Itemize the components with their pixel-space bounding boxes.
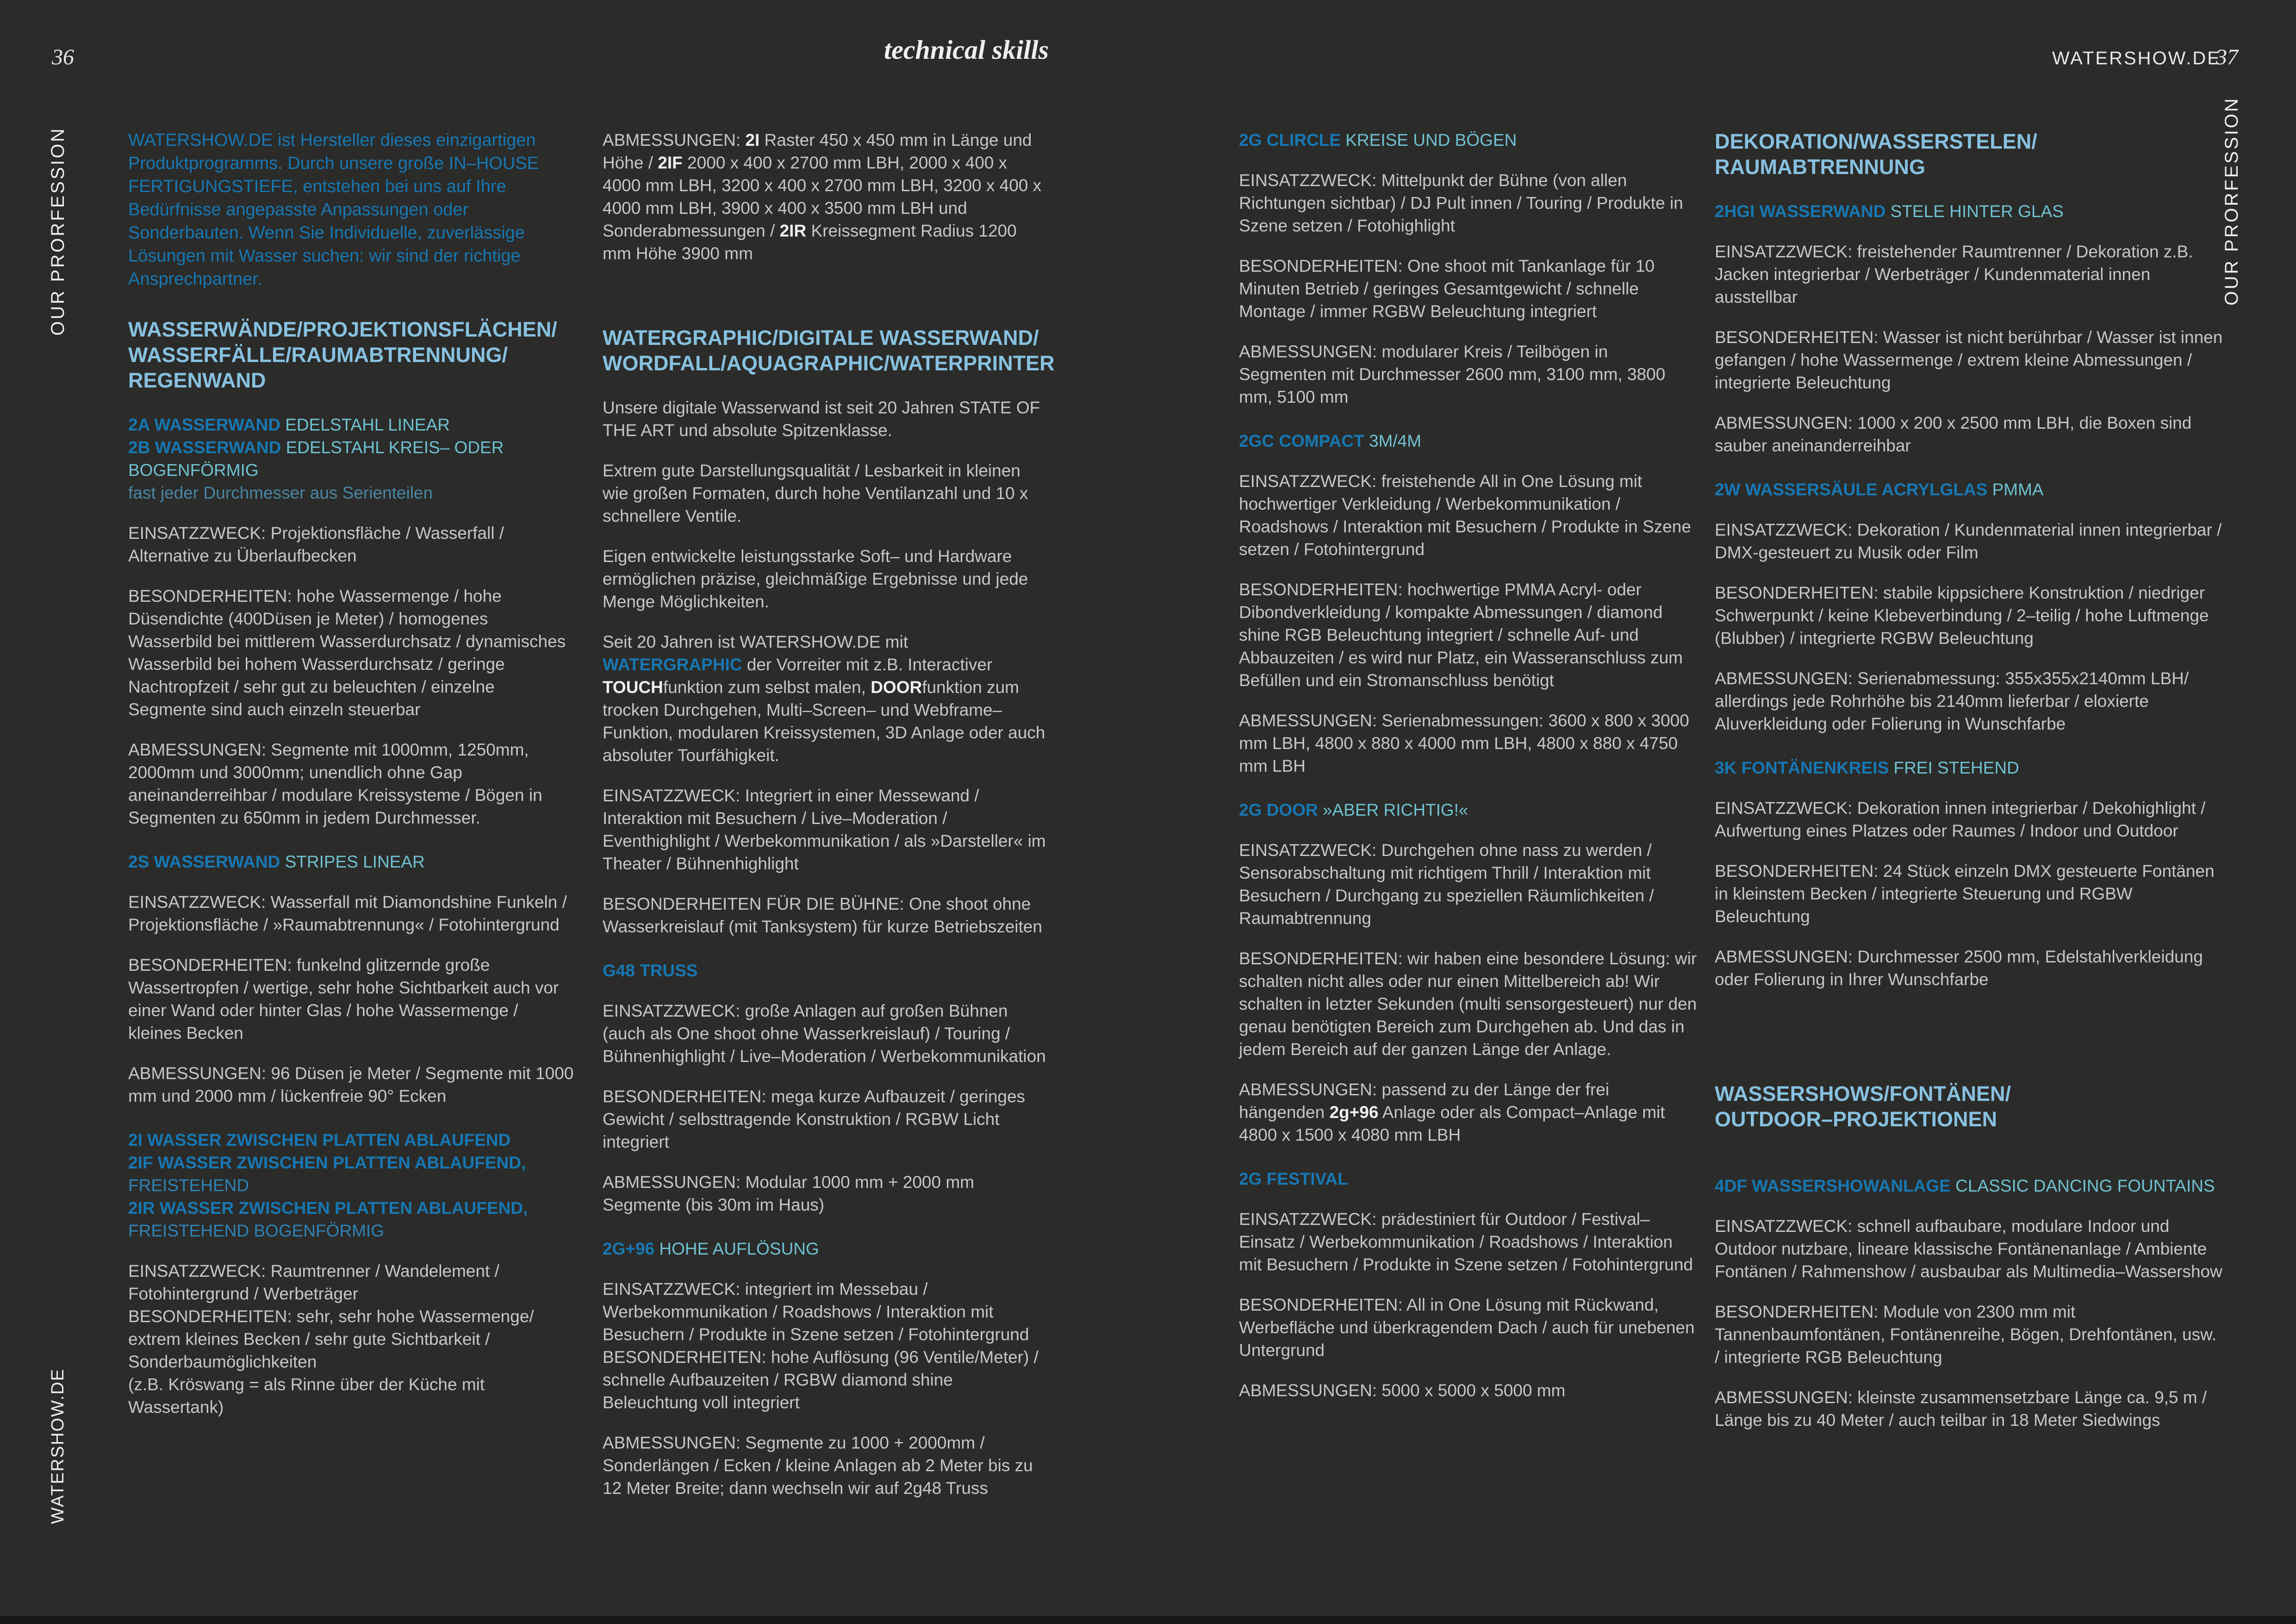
column-2g-serie	[1239, 129, 1697, 1419]
body-paragraph: ABMESSUNGEN: kleinste zusammensetzbare Länge ca. 9,5 m / Länge bis zu 40 Meter / auch teilbar in 18 Meter Siedwings	[1715, 1388, 2207, 1430]
side-label-bottom-left: WATERSHOW.DE	[48, 1368, 68, 1524]
body-paragraph: EINSATZZWECK: große Anlagen auf großen Bühnen (auch als One shoot ohne Wasserkreislauf) / Touring / Bühnenhighlight / Live–Moderation / Werbekommunikation	[603, 1001, 1046, 1066]
body-paragraph: BESONDERHEITEN: Wasser ist nicht berührbar / Wasser ist innen gefangen / hohe Wassermenge / extrem kleine Abmessungen / integrierte Beleuchtung	[1715, 328, 2223, 392]
body-paragraph: ABMESSUNGEN: 5000 x 5000 x 5000 mm	[1239, 1381, 1566, 1400]
body-paragraph: EINSATZZWECK: schnell aufbaubare, modulare Indoor und Outdoor nutzbare, lineare klassische Fontänenanlage / Ambiente Fontänen / Rahmenshow / ausbaubar als Multimedia–Wassershow	[1715, 1217, 2222, 1281]
page-number-left: 36	[52, 45, 74, 69]
body-paragraph: BESONDERHEITEN: hochwertige PMMA Acryl- oder Dibondverkleidung / kompakte Abmessungen / diamond shine RGB Beleuchtung integriert / schnelle Auf- und Abbauzeiten / es wird nur Platz, ein Wasseranschluss zum Befüllen und ein Stromanschluss benötigt	[1239, 580, 1683, 690]
body-paragraph: (z.B. Kröswang = als Rinne über der Küche mit Wassertank)	[128, 1375, 485, 1417]
product-heading-2g96: 2G+96 HOHE AUFLÖSUNG	[603, 1239, 819, 1258]
body-paragraph: EINSATZZWECK: prädestiniert für Outdoor / Festival–Einsatz / Werbekommunikation / Roadshows / Interaktion mit Besuchern / Produkte in Szene setzen / Fotohintergrund	[1239, 1210, 1693, 1274]
body-paragraph: BESONDERHEITEN: mega kurze Aufbauzeit / geringes Gewicht / selbsttragende Konstruktion / RGBW Licht integriert	[603, 1087, 1026, 1151]
body-paragraph: ABMESSUNGEN: Segmente zu 1000 + 2000mm / Sonderlängen / Ecken / kleine Anlagen ab 2 Meter bis zu 12 Meter Breite; dann wechseln wir auf 2g48 Truss	[603, 1433, 1033, 1498]
body-paragraph: EINSATZZWECK: Raumtrenner / Wandelement / Fotohintergrund / Werbeträger	[128, 1262, 499, 1303]
body-paragraph: ABMESSUNGEN: 2I Raster 450 x 450 mm in Länge und Höhe / 2IF 2000 x 400 x 2700 mm LBH, 2000 x 400 x 4000 mm LBH, 3200 x 400 x 2700 mm LBH, 3200 x 400 x 4000 mm LBH, 3900 x 400 x 3500 mm LBH und Sonderabmessungen / 2IR Kreissegment Radius 1200 mm Höhe 3900 mm	[603, 131, 1042, 263]
body-paragraph: EINSATZZWECK: freistehender Raumtrenner / Dekoration z.B. Jacken integrierbar / Werbeträger / Kundenmaterial innen ausstellbar	[1715, 242, 2193, 306]
bottom-print-bar	[0, 1616, 2296, 1624]
body-paragraph: BESONDERHEITEN: hohe Wassermenge / hohe Düsendichte (400Düsen je Meter) / homogenes Wasserbild bei mittlerem Wasserdurchsatz / dynamisches Wasserbild bei hohem Wasserdurchsatz / geringe Nachtropfzeit / sehr gut zu beleuchten / einzelne Segmente sind auch einzeln steuerbar	[128, 587, 566, 719]
body-paragraph: EINSATZZWECK: freistehende All in One Lösung mit hochwertiger Verkleidung / Werbekommunikation / Roadshows / Interaktion mit Besuchern / Produkte in Szene setzen / Fotohintergrund	[1239, 472, 1691, 559]
body-paragraph: ABMESSUNGEN: Serienabmessungen: 3600 x 800 x 3000 mm LBH, 4800 x 880 x 4000 mm LBH, 4800 x 880 x 4750 mm LBH	[1239, 711, 1689, 775]
section-heading-wassershows: WASSERSHOWS/FONTÄNEN/ OUTDOOR–PROJEKTIONEN	[1715, 1082, 2011, 1131]
brand-label: WATERSHOW.DE	[2052, 48, 2221, 69]
product-heading-2w: 2W WASSERSÄULE ACRYLGLAS PMMA	[1715, 480, 2044, 499]
product-heading-2g-door: 2G DOOR »ABER RICHTIG!«	[1239, 800, 1468, 819]
product-heading-2g-clircle: 2G CLIRCLE KREISE UND BÖGEN	[1239, 131, 1517, 150]
body-paragraph: BESONDERHEITEN: One shoot mit Tankanlage für 10 Minuten Betrieb / geringes Gesamtgewicht / schnelle Montage / immer RGBW Beleuchtung integriert	[1239, 256, 1655, 321]
body-paragraph: ABMESSUNGEN: passend zu der Länge der frei hängenden 2g+96 Anlage oder als Compact–Anlage mit 4800 x 1500 x 4080 mm LBH	[1239, 1080, 1665, 1144]
column-watergraphic	[603, 129, 1055, 1517]
body-paragraph: BESONDERHEITEN: 24 Stück einzeln DMX gesteuerte Fontänen in kleinstem Becken / integrierte Steuerung und RGBW Beleuchtung	[1715, 862, 2215, 926]
body-paragraph: Extrem gute Darstellungsqualität / Lesbarkeit in kleinen wie großen Formaten, durch hohe Ventilanzahl und 10 x schnellere Ventile.	[603, 461, 1028, 525]
body-paragraph: ABMESSUNGEN: Modular 1000 mm + 2000 mm Segmente (bis 30m im Haus)	[603, 1173, 974, 1214]
body-paragraph: EINSATZZWECK: Integriert in einer Messewand / Interaktion mit Besuchern / Live–Moderation / Eventhighlight / Werbekommunikation / als »Darsteller« im Theater / Bühnenhighlight	[603, 786, 1046, 873]
product-heading-2hgi: 2HGI WASSERWAND STELE HINTER GLAS	[1715, 202, 2064, 221]
page-number-right: 37	[2216, 45, 2238, 69]
section-heading-watergraphic: WATERGRAPHIC/DIGITALE WASSERWAND/ WORDFALL/AQUAGRAPHIC/WATERPRINTER	[603, 326, 1055, 375]
body-paragraph: Eigen entwickelte leistungsstarke Soft– und Hardware ermöglichen präzise, gleichmäßige Ergebnisse und jede Menge Möglichkeiten.	[603, 547, 1028, 611]
body-paragraph: EINSATZZWECK: Wasserfall mit Diamondshine Funkeln / Projektionsfläche / »Raumabtrennung« / Fotohintergrund	[128, 893, 567, 934]
body-paragraph: ABMESSUNGEN: Durchmesser 2500 mm, Edelstahlverkleidung oder Folierung in Ihrer Wunschfarbe	[1715, 947, 2203, 989]
body-paragraph: EINSATZZWECK: Mittelpunkt der Bühne (von allen Richtungen sichtbar) / DJ Pult innen / Touring / Produkte in Szene setzen / Fotohighlight	[1239, 171, 1683, 235]
body-paragraph: BESONDERHEITEN: All in One Lösung mit Rückwand, Werbefläche und überkragendem Dach / auch für unebenen Untergrund	[1239, 1295, 1695, 1360]
product-heading-g48: G48 TRUSS	[603, 961, 698, 980]
product-heading-2g-festival: 2G FESTIVAL	[1239, 1169, 1348, 1188]
body-paragraph: BESONDERHEITEN: wir haben eine besondere Lösung: wir schalten nicht alles oder nur einen Mittelbereich ab! Wir schalten in letzter Sekunden (multi sensorgesteuert) nur den genau benötigten Bereich zum Durchgehen ab. Und das in jedem Bereich auf der ganzen Länge der Anlage.	[1239, 949, 1697, 1059]
body-paragraph: EINSATZZWECK: integriert im Messebau / Werbekommunikation / Roadshows / Interaktion mit Besuchern / Produkte in Szene setzen / Fotohintergrund	[603, 1280, 1029, 1344]
product-heading-2i-2if-2ir: 2I WASSER ZWISCHEN PLATTEN ABLAUFEND 2IF WASSER ZWISCHEN PLATTEN ABLAUFEND, FREISTEHEND 2IR WASSER ZWISCHEN PLATTEN ABLAUFEND, FREISTEHEND BOGENFÖRMIG	[128, 1131, 528, 1240]
column-dekoration	[1715, 129, 2224, 1449]
product-heading-4df: 4DF WASSERSHOWANLAGE CLASSIC DANCING FOUNTAINS	[1715, 1176, 2215, 1195]
body-paragraph: EINSATZZWECK: Durchgehen ohne nass zu werden / Sensorabschaltung mit richtigem Thrill / Interaktion mit Besuchern / Durchgang zu speziellen Räumlichkeiten / Raumabtrennung	[1239, 841, 1654, 928]
product-heading-2gc-compact: 2GC COMPACT 3M/4M	[1239, 431, 1422, 450]
body-paragraph: ABMESSUNGEN: 96 Düsen je Meter / Segmente mit 1000 mm und 2000 mm / lückenfreie 90° Ecken	[128, 1064, 574, 1106]
product-heading-2s: 2S WASSERWAND STRIPES LINEAR	[128, 852, 425, 871]
body-paragraph: BESONDERHEITEN: hohe Auflösung (96 Ventile/Meter) / schnelle Aufbauzeiten / RGBW diamond shine Beleuchtung voll integriert	[603, 1348, 1039, 1412]
section-heading-wasserwaende: WASSERWÄNDE/PROJEKTIONSFLÄCHEN/ WASSERFÄLLE/RAUMABTRENNUNG/ REGENWAND	[128, 318, 557, 392]
intro-paragraph: WATERSHOW.DE ist Hersteller dieses einzigartigen Produktprogramms. Durch unsere große IN–HOUSE FERTIGUNGSTIEFE, entstehen bei uns auf Ihre Bedürfnisse angepasste Anpassungen oder Sonderbauten. Wenn Sie Individuelle, zuverlässige Lösungen mit Wasser suchen: wir sind der richtige Ansprechpartner.	[128, 131, 539, 289]
body-paragraph: ABMESSUNGEN: Segmente mit 1000mm, 1250mm, 2000mm und 3000mm; unendlich ohne Gap aneinanderreihbar / modulare Kreissysteme / Bögen in Segmenten zu 650mm in jedem Durchmesser.	[128, 740, 542, 827]
side-label-left: OUR PRORFESSION	[48, 126, 68, 336]
body-paragraph: Unsere digitale Wasserwand ist seit 20 Jahren STATE OF THE ART und absolute Spitzenklasse.	[603, 398, 1040, 440]
body-paragraph: BESONDERHEITEN: Module von 2300 mm mit Tannenbaumfontänen, Fontänenreihe, Bögen, Drehfontänen, usw. / integrierte RGB Beleuchtung	[1715, 1302, 2217, 1367]
product-heading-3k: 3K FONTÄNENKREIS FREI STEHEND	[1715, 758, 2019, 777]
body-paragraph: EINSATZZWECK: Dekoration innen integrierbar / Dekohighlight / Aufwertung eines Platzes oder Raumes / Indoor und Outdoor	[1715, 799, 2206, 840]
column-wasserwaende	[128, 129, 575, 1436]
body-paragraph: BESONDERHEITEN: stabile kippsichere Konstruktion / niedriger Schwerpunkt / keine Klebeverbindung / 2–teilig / hohe Luftmenge (Blubber) / integrierte RGBW Beleuchtung	[1715, 583, 2209, 648]
body-paragraph: ABMESSUNGEN: Serienabmessung: 355x355x2140mm LBH/ allerdings jede Rohrhöhe bis 2140mm lieferbar / eloxierte Aluverkleidung oder Folierung in Wunschfarbe	[1715, 669, 2189, 733]
body-paragraph: Seit 20 Jahren ist WATERSHOW.DE mit WATERGRAPHIC der Vorreiter mit z.B. Interactiver TOUCHfunktion zum selbst malen, DOORfunktion zum trocken Durchgehen, Multi–Screen– und Webframe–Funktion, modularen Kreissystemen, 3D Anlage oder auch absoluter Tourfähigkeit.	[603, 632, 1045, 765]
page-title: technical skills	[884, 35, 1049, 65]
body-paragraph: EINSATZZWECK: Projektionsfläche / Wasserfall / Alternative zu Überlaufbecken	[128, 524, 504, 565]
section-heading-dekoration: DEKORATION/WASSERSTELEN/ RAUMABTRENNUNG	[1715, 130, 2037, 179]
body-paragraph: EINSATZZWECK: Dekoration / Kundenmaterial innen integrierbar / DMX-gesteuert zu Musik oder Film	[1715, 520, 2222, 562]
body-paragraph: ABMESSUNGEN: 1000 x 200 x 2500 mm LBH, die Boxen sind sauber aneinanderreihbar	[1715, 413, 2192, 455]
body-paragraph: BESONDERHEITEN: funkelnd glitzernde große Wassertropfen / wertige, sehr hohe Sichtbarkeit auch vor einer Wand oder hinter Glas / hohe Wassermenge / kleines Becken	[128, 956, 559, 1043]
side-label-right: OUR PRORFESSION	[2221, 96, 2242, 306]
body-paragraph: BESONDERHEITEN: sehr, sehr hohe Wassermenge/ extrem kleines Becken / sehr gute Sichtbarkeit / Sonderbaumöglichkeiten	[128, 1307, 534, 1371]
product-heading-2a-2b: 2A WASSERWAND EDELSTAHL LINEAR 2B WASSERWAND EDELSTAHL KREIS– ODER BOGENFÖRMIG fast jeder Durchmesser aus Serienteilen	[128, 415, 504, 502]
body-paragraph: BESONDERHEITEN FÜR DIE BÜHNE: One shoot ohne Wasserkreislauf (mit Tanksystem) für kurze Betriebszeiten	[603, 894, 1042, 936]
body-paragraph: ABMESSUNGEN: modularer Kreis / Teilbögen in Segmenten mit Durchmesser 2600 mm, 3100 mm, 3800 mm, 5100 mm	[1239, 342, 1666, 406]
